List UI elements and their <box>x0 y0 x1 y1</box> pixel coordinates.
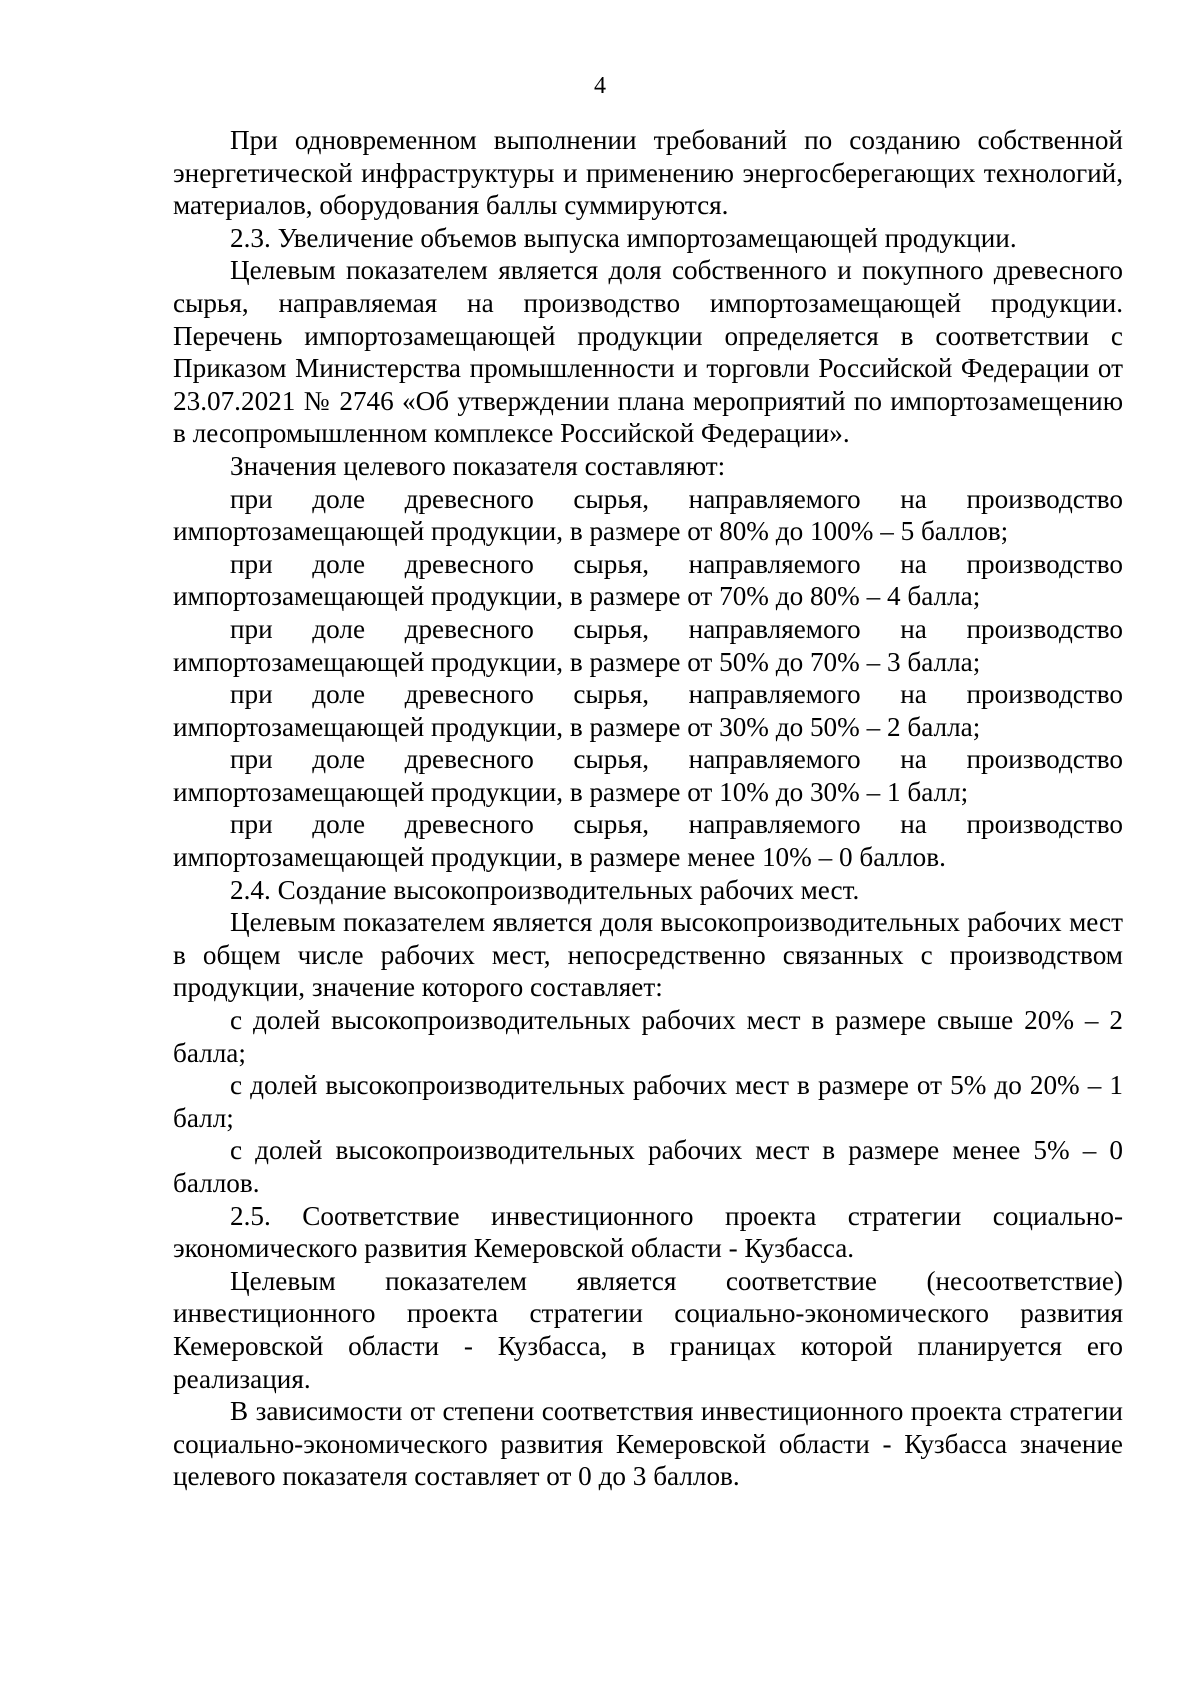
page-number: 4 <box>594 73 606 99</box>
list-item-import-70-80: при доле древесного сырья, направляемого на производство импортозамещающей продукции, в размере от 70% до 80% – 4 балла; <box>173 548 1123 612</box>
paragraph-strategy-values: В зависимости от степени соответствия инвестиционного проекта стратегии социально-экономического развития Кемеровской области - Кузбасса значение целевого показателя составляет от 0 до 3 баллов. <box>173 1396 1123 1492</box>
list-item-import-80-100: при доле древесного сырья, направляемого на производство импортозамещающей продукции, в размере от 80% до 100% – 5 баллов; <box>173 483 1123 547</box>
list-item-import-30-50: при доле древесного сырья, направляемого на производство импортозамещающей продукции, в размере от 30% до 50% – 2 балла; <box>173 679 1123 742</box>
document-body <box>173 124 1123 1493</box>
section-heading-2-5: 2.5. Соответствие инвестиционного проекта стратегии социально-экономического развития Кемеровской области - Кузбасса. <box>173 1200 1123 1264</box>
paragraph-import-indicator: Целевым показателем является доля собственного и покупного древесного сырья, направляемая на производство импортозамещающей продукции. Перечень импортозамещающей продукции определяется в соответствии с Приказом Министерства промышленности и торговли Российской Федерации от 23.07.2021 № 2746 «Об утверждении плана мероприятий по импортозамещению в лесопромышленном комплексе Российской Федерации». <box>173 255 1123 449</box>
list-item-import-50-70: при доле древесного сырья, направляемого на производство импортозамещающей продукции, в размере от 50% до 70% – 3 балла; <box>173 613 1123 677</box>
paragraph-jobs-indicator: Целевым показателем является доля высокопроизводительных рабочих мест в общем числе рабочих мест, непосредственно связанных с производством продукции, значение которого составляет: <box>173 907 1123 1003</box>
list-item-jobs-over-20: с долей высокопроизводительных рабочих мест в размере свыше 20% – 2 балла; <box>173 1005 1123 1068</box>
paragraph-strategy-indicator: Целевым показателем является соответствие (несоответствие) инвестиционного проекта стратегии социально-экономического развития Кемеровской области - Кузбасса, в границах которой планируется его реализация. <box>173 1265 1123 1394</box>
section-heading-2-4: 2.4. Создание высокопроизводительных рабочих мест. <box>230 874 860 905</box>
section-heading-2-3: 2.3. Увеличение объемов выпуска импортозамещающей продукции. <box>230 222 1017 253</box>
list-item-import-under-10: при доле древесного сырья, направляемого на производство импортозамещающей продукции, в размере менее 10% – 0 баллов. <box>173 809 1123 873</box>
paragraph-indicator-values-intro: Значения целевого показателя составляют: <box>230 450 726 481</box>
list-item-jobs-5-20: с долей высокопроизводительных рабочих мест в размере от 5% до 20% – 1 балл; <box>173 1070 1123 1133</box>
paragraph-energy-sum: При одновременном выполнении требований по созданию собственной энергетической инфраструктуры и применению энергосберегающих технологий, материалов, оборудования баллы суммируются. <box>173 125 1123 221</box>
list-item-import-10-30: при доле древесного сырья, направляемого на производство импортозамещающей продукции, в размере от 10% до 30% – 1 балл; <box>173 744 1123 807</box>
list-item-jobs-under-5: с долей высокопроизводительных рабочих мест в размере менее 5% – 0 баллов. <box>173 1135 1123 1198</box>
